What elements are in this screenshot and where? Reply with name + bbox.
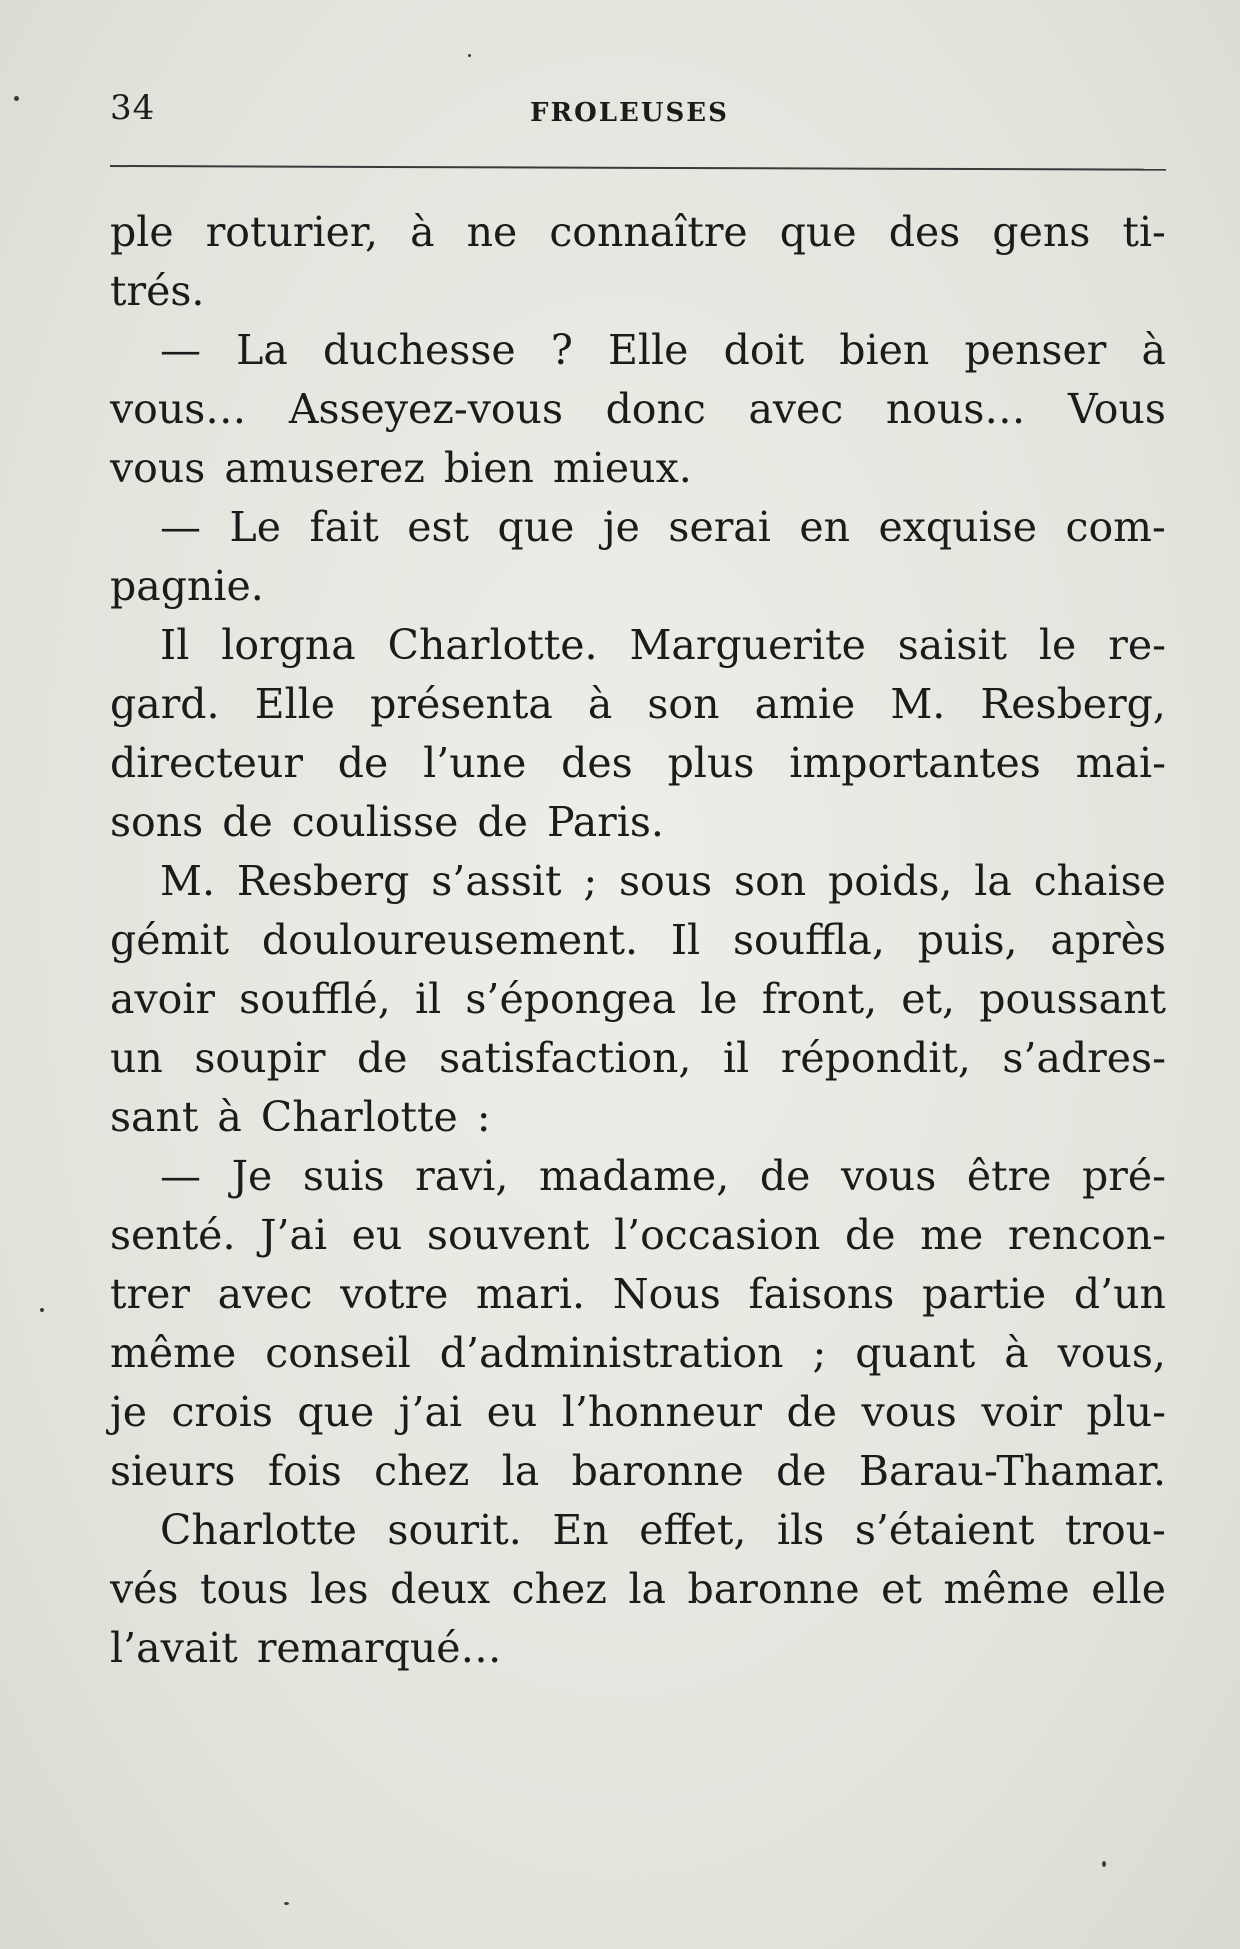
word: Marguerite	[629, 621, 866, 669]
word: vous	[861, 1388, 957, 1436]
word: roturier,	[205, 208, 378, 256]
word: des	[561, 739, 633, 787]
word: sieurs	[110, 1447, 236, 1495]
word: je	[602, 503, 640, 551]
word: est	[407, 503, 469, 551]
word: de	[337, 739, 389, 787]
word: il	[415, 975, 442, 1023]
word: Barau-Thamar.	[858, 1447, 1166, 1495]
word: présenta	[370, 680, 553, 728]
text-line	[110, 439, 1166, 498]
word: la	[974, 857, 1012, 905]
word: eu	[351, 1211, 403, 1259]
line-text: pagnie.	[110, 562, 264, 610]
word: eu	[486, 1388, 538, 1436]
word: je	[110, 1388, 147, 1436]
word: voir	[981, 1388, 1062, 1436]
word: trou-	[1064, 1506, 1166, 1554]
word: s’adres-	[1002, 1034, 1166, 1082]
text-line	[110, 616, 1166, 675]
text-line	[110, 911, 1166, 970]
word: le	[1038, 621, 1077, 669]
text-line	[110, 1501, 1166, 1560]
word: Il	[160, 621, 190, 669]
word: effet,	[639, 1506, 747, 1554]
text-line	[110, 970, 1166, 1029]
word: —	[160, 1152, 201, 1200]
word: votre	[340, 1270, 449, 1318]
word: en	[799, 503, 851, 551]
word: à	[1004, 1329, 1029, 1377]
word: bien	[839, 326, 930, 374]
word: re-	[1108, 621, 1166, 669]
word: Le	[229, 503, 281, 551]
word: et	[881, 1565, 922, 1613]
word: d’un	[1073, 1270, 1166, 1318]
word: que	[497, 503, 575, 551]
word: la	[501, 1447, 540, 1495]
word: gard.	[110, 680, 220, 728]
word: la	[628, 1565, 666, 1613]
text-line	[110, 1619, 1166, 1678]
word: ravi,	[415, 1152, 509, 1200]
word: de	[357, 1034, 408, 1082]
word: faisons	[748, 1270, 895, 1318]
word: crois	[171, 1388, 273, 1436]
word: com-	[1065, 503, 1166, 551]
word: donc	[605, 385, 706, 433]
word: que	[779, 208, 857, 256]
word: ti-	[1122, 208, 1166, 256]
paper-speck	[40, 1308, 44, 1312]
word: duchesse	[323, 326, 516, 374]
word: importantes	[789, 739, 1041, 787]
word: doit	[723, 326, 805, 374]
word: soufflé,	[239, 975, 391, 1023]
text-line	[110, 321, 1166, 380]
word: senté.	[110, 1211, 236, 1259]
word: penser	[964, 326, 1107, 374]
word: suis	[302, 1152, 385, 1200]
word: Je	[231, 1152, 273, 1200]
word: deux	[390, 1565, 491, 1613]
header-rule	[110, 165, 1166, 171]
text-line	[110, 1029, 1166, 1088]
word: un	[110, 1034, 163, 1082]
word: ?	[550, 326, 573, 374]
word: j’ai	[398, 1388, 463, 1436]
word: exquise	[878, 503, 1038, 551]
page-number: 34	[110, 88, 156, 128]
word: directeur	[110, 739, 303, 787]
word: et,	[901, 975, 956, 1023]
word: me	[920, 1211, 984, 1259]
word: souffla,	[733, 916, 885, 964]
text-line	[110, 380, 1166, 439]
word: ne	[466, 208, 518, 256]
word: l’une	[423, 739, 527, 787]
word: soupir	[194, 1034, 326, 1082]
word: pré-	[1082, 1152, 1166, 1200]
word: mari.	[476, 1270, 586, 1318]
text-line	[110, 793, 1166, 852]
word: plu-	[1086, 1388, 1166, 1436]
word: chez	[374, 1447, 470, 1495]
word: vous…	[110, 385, 247, 433]
word: Nous	[612, 1270, 721, 1318]
word: fois	[267, 1447, 342, 1495]
word: il	[723, 1034, 750, 1082]
line-text: l’avait remarqué…	[110, 1624, 502, 1672]
word: gens	[992, 208, 1091, 256]
word: Charlotte	[160, 1506, 357, 1554]
word: le	[700, 975, 738, 1023]
text-line	[110, 1147, 1166, 1206]
word: front,	[761, 975, 878, 1023]
word: de	[776, 1447, 827, 1495]
text-line	[110, 1206, 1166, 1265]
word: Resberg	[236, 857, 410, 905]
word: Elle	[254, 680, 336, 728]
word: J’ai	[260, 1211, 328, 1259]
word: satisfaction,	[439, 1034, 692, 1082]
word: les	[310, 1565, 369, 1613]
word: tous	[200, 1565, 289, 1613]
text-line	[110, 498, 1166, 557]
word: —	[160, 326, 201, 374]
word: Il	[670, 916, 701, 964]
word: s’assit	[431, 857, 562, 905]
word: gémit	[110, 916, 229, 964]
word: ils	[776, 1506, 825, 1554]
word: M.	[160, 857, 216, 905]
word: de	[844, 1211, 896, 1259]
word: à	[1141, 326, 1166, 374]
word: de	[786, 1388, 838, 1436]
word: même	[943, 1565, 1070, 1613]
word: s’épongea	[465, 975, 677, 1023]
word: sourit.	[387, 1506, 522, 1554]
text-line	[110, 262, 1166, 321]
word: Elle	[607, 326, 689, 374]
word: puis,	[917, 916, 1018, 964]
line-text: vous amuserez bien mieux.	[110, 444, 692, 492]
word: chaise	[1033, 857, 1166, 905]
word: douloureusement.	[261, 916, 638, 964]
word: conseil	[265, 1329, 411, 1377]
word: vés	[110, 1565, 179, 1613]
word: baronne	[687, 1565, 860, 1613]
word: que	[297, 1388, 375, 1436]
text-line	[110, 1442, 1166, 1501]
word: son	[734, 857, 807, 905]
word: l’occasion	[613, 1211, 821, 1259]
body-text	[110, 203, 1166, 1678]
word: des	[888, 208, 961, 256]
word: ;	[583, 857, 598, 905]
word: Vous	[1067, 385, 1166, 433]
text-line	[110, 1324, 1166, 1383]
word: Charlotte.	[387, 621, 598, 669]
word: répondit,	[780, 1034, 971, 1082]
word: serai	[668, 503, 771, 551]
paper-speck	[468, 54, 471, 57]
line-text: sant à Charlotte :	[110, 1093, 491, 1141]
word: plus	[667, 739, 755, 787]
word: sous	[619, 857, 713, 905]
word: à	[410, 208, 435, 256]
word: poussant	[979, 975, 1166, 1023]
word: avec	[748, 385, 844, 433]
word: nous…	[885, 385, 1026, 433]
word: connaître	[549, 208, 748, 256]
word: elle	[1091, 1565, 1166, 1613]
word: saisit	[897, 621, 1007, 669]
text-line	[110, 1265, 1166, 1324]
word: baronne	[571, 1447, 744, 1495]
word: s’étaient	[854, 1506, 1035, 1554]
word: vous,	[1057, 1329, 1166, 1377]
text-line	[110, 675, 1166, 734]
page-header	[110, 88, 1166, 138]
line-text: sons de coulisse de Paris.	[110, 798, 664, 846]
word: M.	[890, 680, 946, 728]
word: chez	[511, 1565, 607, 1613]
word: ;	[812, 1329, 827, 1377]
word: souvent	[426, 1211, 590, 1259]
paper-speck	[14, 96, 19, 101]
text-line	[110, 852, 1166, 911]
text-line	[110, 557, 1166, 616]
word: même	[110, 1329, 237, 1377]
running-title: FROLEUSES	[530, 98, 729, 128]
paper-speck	[284, 1902, 289, 1905]
word: fait	[309, 503, 379, 551]
word: d’administration	[439, 1329, 784, 1377]
word: après	[1050, 916, 1166, 964]
word: poids,	[828, 857, 953, 905]
word: madame,	[539, 1152, 730, 1200]
text-line	[110, 1383, 1166, 1442]
word: mai-	[1075, 739, 1166, 787]
word: trer	[110, 1270, 190, 1318]
word: son	[647, 680, 720, 728]
word: avec	[217, 1270, 313, 1318]
word: Resberg,	[980, 680, 1166, 728]
word: être	[966, 1152, 1052, 1200]
word: avoir	[110, 975, 216, 1023]
word: lorgna	[221, 621, 356, 669]
word: à	[587, 680, 613, 728]
word: l’honneur	[561, 1388, 763, 1436]
paper-speck	[1102, 1861, 1106, 1867]
word: quant	[855, 1329, 976, 1377]
text-line	[110, 203, 1166, 262]
word: amie	[754, 680, 856, 728]
word: rencon-	[1007, 1211, 1166, 1259]
word: En	[552, 1506, 609, 1554]
line-text: trés.	[110, 267, 205, 315]
word: vous	[840, 1152, 937, 1200]
text-line	[110, 1560, 1166, 1619]
word: Asseyez-vous	[288, 385, 563, 433]
word: ple	[110, 208, 174, 256]
word: —	[160, 503, 201, 551]
word: La	[236, 326, 288, 374]
word: partie	[922, 1270, 1047, 1318]
text-line	[110, 734, 1166, 793]
text-line	[110, 1088, 1166, 1147]
word: de	[759, 1152, 811, 1200]
